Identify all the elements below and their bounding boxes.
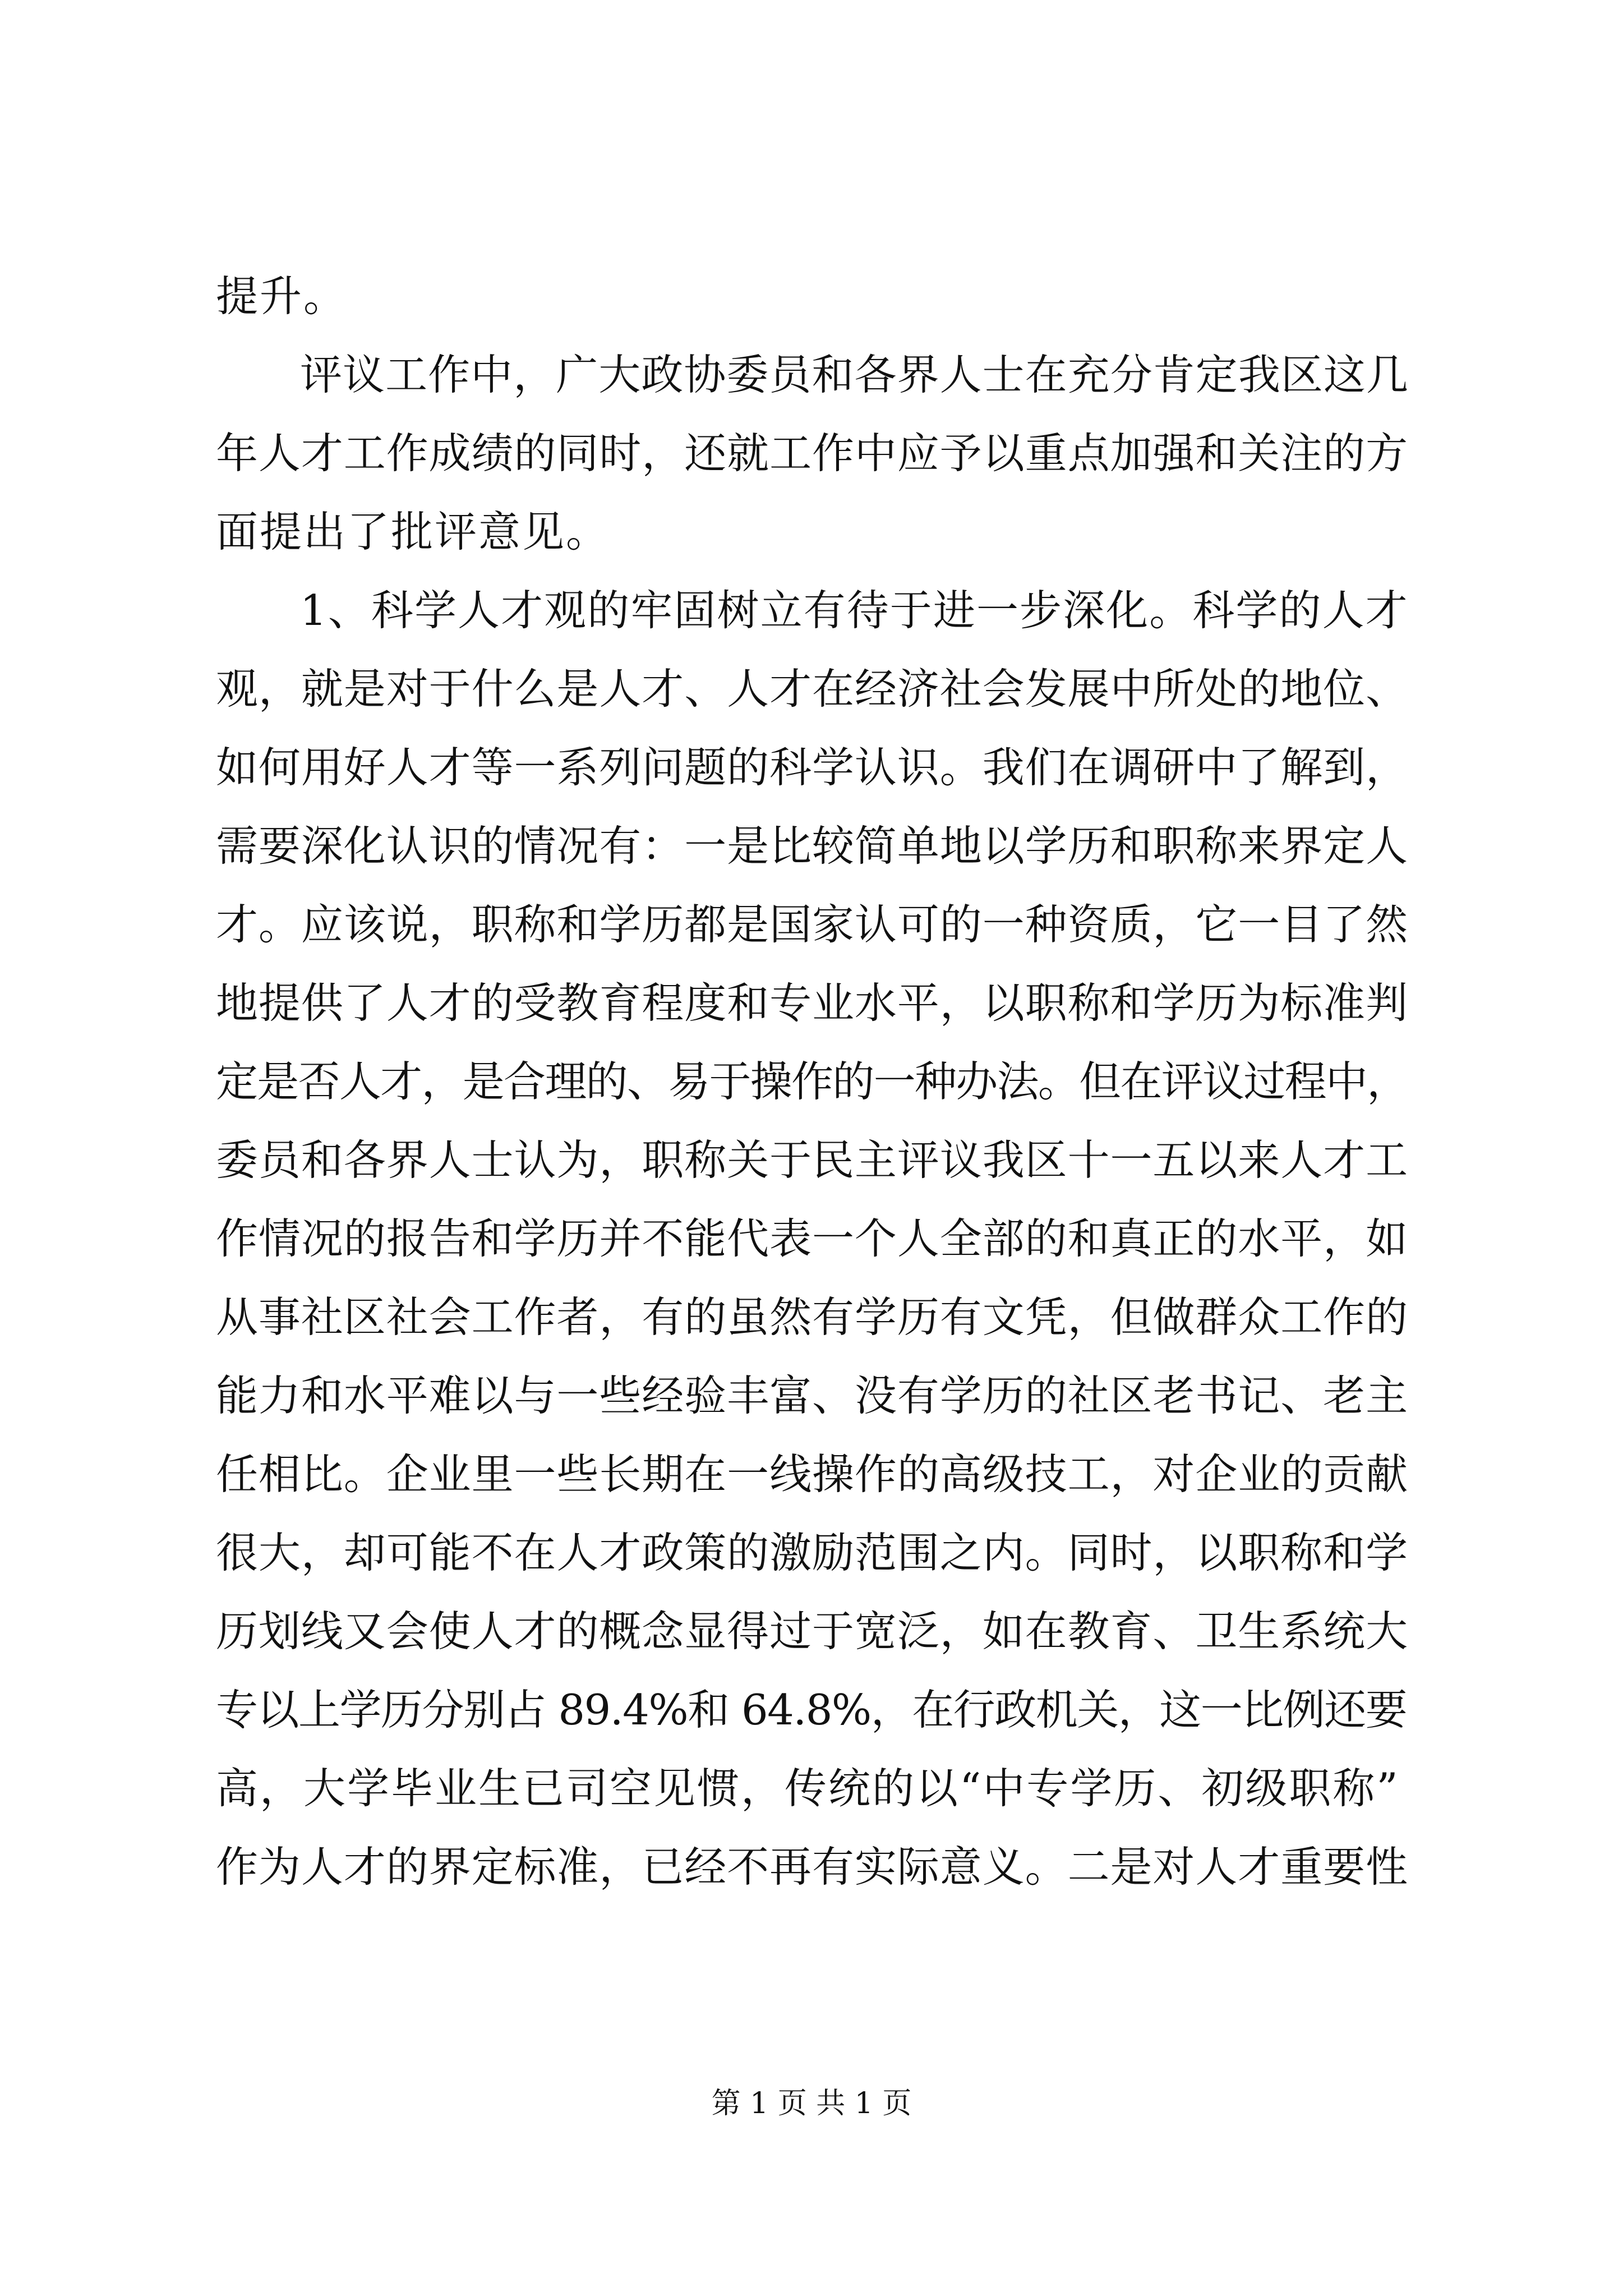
- text-line: 定是否人才，是合理的、易于操作的一种办法。但在评议过程中，: [216, 1057, 1408, 1106]
- text-line: 1、科学人才观的牢固树立有待于进一步深化。科学的人才: [300, 586, 1409, 635]
- text-line: 需要深化认识的情况有：一是比较简单地以学历和职称来界定人: [216, 821, 1409, 871]
- text-line: 任相比。企业里一些长期在一线操作的高级技工，对企业的贡献: [216, 1450, 1409, 1499]
- text-line: 面提出了批评意见。: [216, 507, 610, 556]
- text-line: 能力和水平难以与一些经验丰富、没有学历的社区老书记、老主: [216, 1371, 1409, 1420]
- text-line: 委员和各界人士认为，职称关于民主评议我区十一五以来人才工: [216, 1135, 1409, 1185]
- text-line: 很大，却可能不在人才政策的激励范围之内。同时，以职称和学: [216, 1528, 1409, 1577]
- text-line: 观，就是对于什么是人才、人才在经济社会发展中所处的地位、: [216, 664, 1409, 714]
- text-line: 才。应该说，职称和学历都是国家认可的一种资质，它一目了然: [216, 900, 1409, 949]
- text-line: 高，大学毕业生已司空见惯，传统的以“中专学历、初级职称”: [216, 1764, 1400, 1813]
- text-line: 地提供了人才的受教育程度和专业水平，以职称和学历为标准判: [216, 978, 1409, 1028]
- text-line: 从事社区社会工作者，有的虽然有学历有文凭，但做群众工作的: [216, 1292, 1409, 1342]
- text-line: 评议工作中，广大政协委员和各界人士在充分肯定我区这几: [300, 350, 1409, 399]
- text-line: 年人才工作成绩的同时，还就工作中应予以重点加强和关注的方: [216, 429, 1409, 478]
- text-line: 提升。: [216, 272, 348, 321]
- text-line: 作为人才的界定标准，已经不再有实际意义。二是对人才重要性: [216, 1842, 1409, 1892]
- page-footer: 第 1 页 共 1 页: [711, 2087, 912, 2120]
- text-line: 如何用好人才等一系列问题的科学认识。我们在调研中了解到，: [216, 743, 1409, 792]
- text-line: 专以上学历分别占 89.4%和 64.8%，在行政机关，这一比例还要: [216, 1685, 1407, 1734]
- text-line: 作情况的报告和学历并不能代表一个人全部的和真正的水平，如: [216, 1214, 1409, 1263]
- text-line: 历划线又会使人才的概念显得过于宽泛，如在教育、卫生系统大: [216, 1607, 1409, 1656]
